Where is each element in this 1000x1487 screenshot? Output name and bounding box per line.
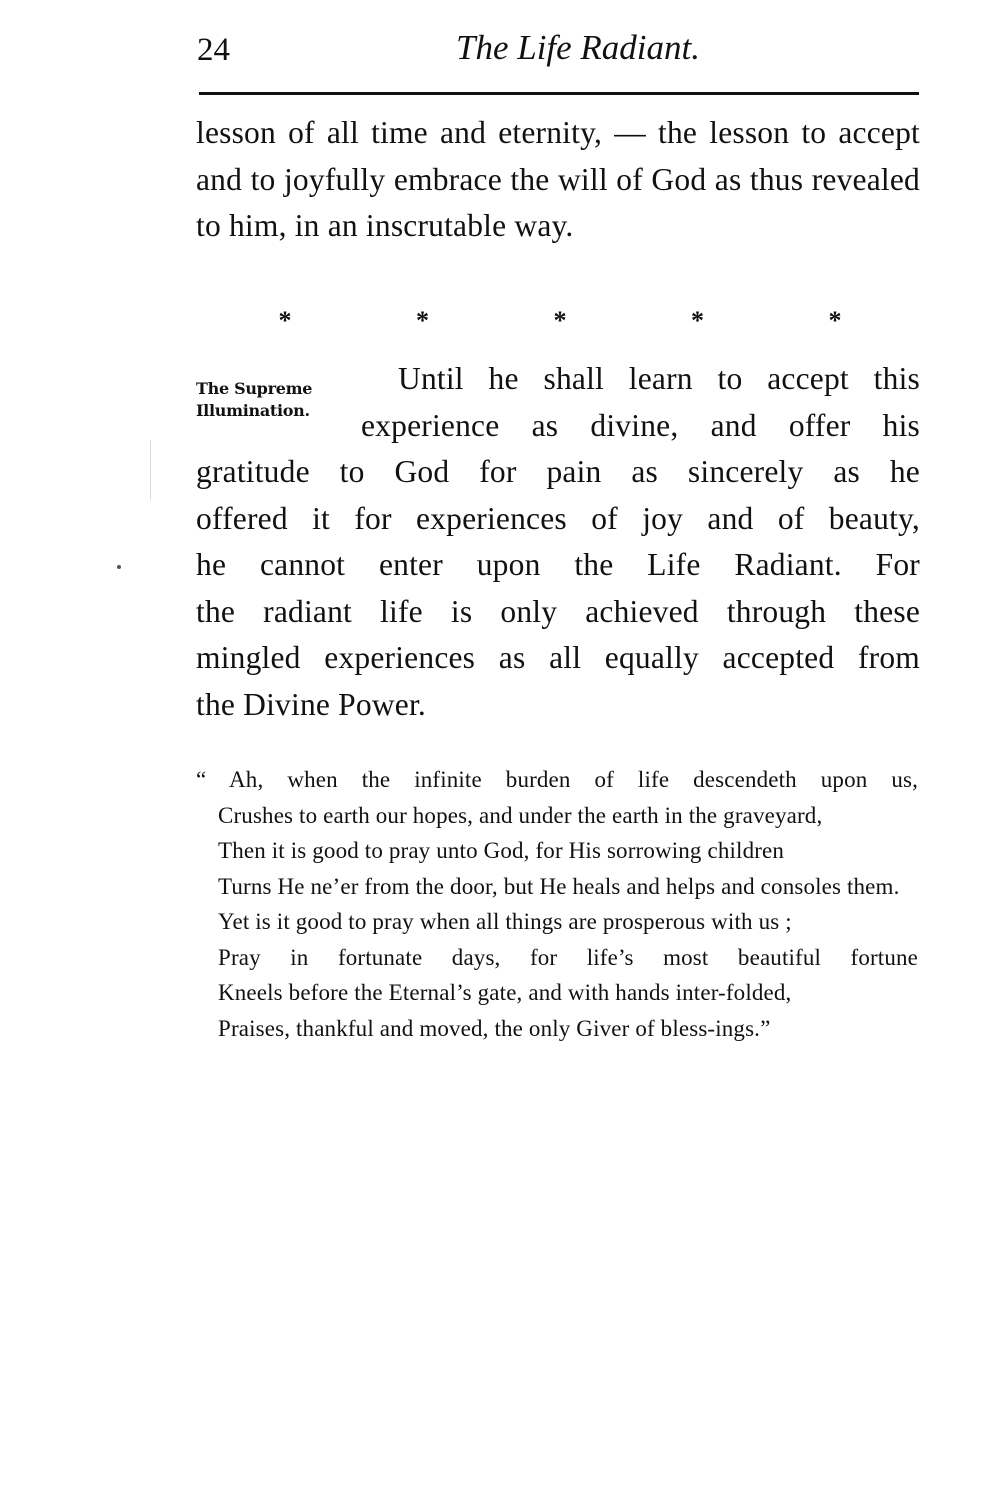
asterisk: *	[828, 306, 842, 335]
poem-verse: Turns He ne’er from the door, but He heals and helps and consoles them.	[218, 873, 900, 899]
margin-mark	[150, 440, 151, 500]
paragraph-line: the Divine Power.	[196, 686, 426, 722]
paragraph-line: he cannot enter upon the Life Radiant. For	[196, 547, 920, 582]
poem-verse: Crushes to earth our hopes, and under the earth in the graveyard,	[218, 802, 823, 828]
asterisk: *	[278, 306, 292, 335]
poem-quotation	[196, 762, 918, 1046]
asterisk: *	[416, 306, 429, 335]
page-header	[197, 28, 919, 76]
asterisk: *	[553, 306, 567, 335]
asterisk: *	[691, 306, 704, 335]
running-title: The Life Radiant.	[455, 28, 701, 67]
poem-verse: Pray in fortunate days, for life’s most beautiful fortune	[218, 944, 918, 970]
margin-speck	[117, 565, 121, 569]
page-number: 24	[197, 32, 230, 68]
paragraph-line: the radiant life is only achieved through these	[196, 593, 920, 629]
poem-verse: Yet is it good to pray when all things are prosperous with us ;	[218, 909, 792, 934]
paragraph-line: gratitude to God for pain as sincerely as he	[196, 454, 920, 489]
paragraph-line: mingled experiences as all equally accepted from	[196, 640, 920, 675]
paragraph-line: Until he shall learn to accept this	[398, 361, 920, 396]
poem-verse: Praises, thankful and moved, the only Giver of bless-ings.”	[218, 1015, 771, 1041]
paragraph-1: lesson of all time and eternity, — the lesson to accept and to joyfully embrace the will of God as thus revealed to him, in an inscrutable way.	[196, 115, 920, 243]
header-rule	[199, 92, 919, 95]
poem-verse: Kneels before the Eternal’s gate, and with hands inter-folded,	[218, 980, 792, 1005]
paragraph-2	[196, 356, 920, 728]
poem-verse: “ Ah, when the infinite burden of life descendeth upon us,	[196, 767, 918, 792]
paragraph-line: experience as divine, and offer his	[361, 407, 920, 443]
marginal-note-line: The Supreme	[196, 379, 313, 398]
section-break	[260, 306, 860, 336]
marginal-note-line: Illumination.	[196, 401, 310, 420]
paragraph-line: offered it for experiences of joy and of beauty,	[196, 500, 920, 536]
poem-verse: Then it is good to pray unto God, for His sorrowing children	[218, 838, 785, 863]
